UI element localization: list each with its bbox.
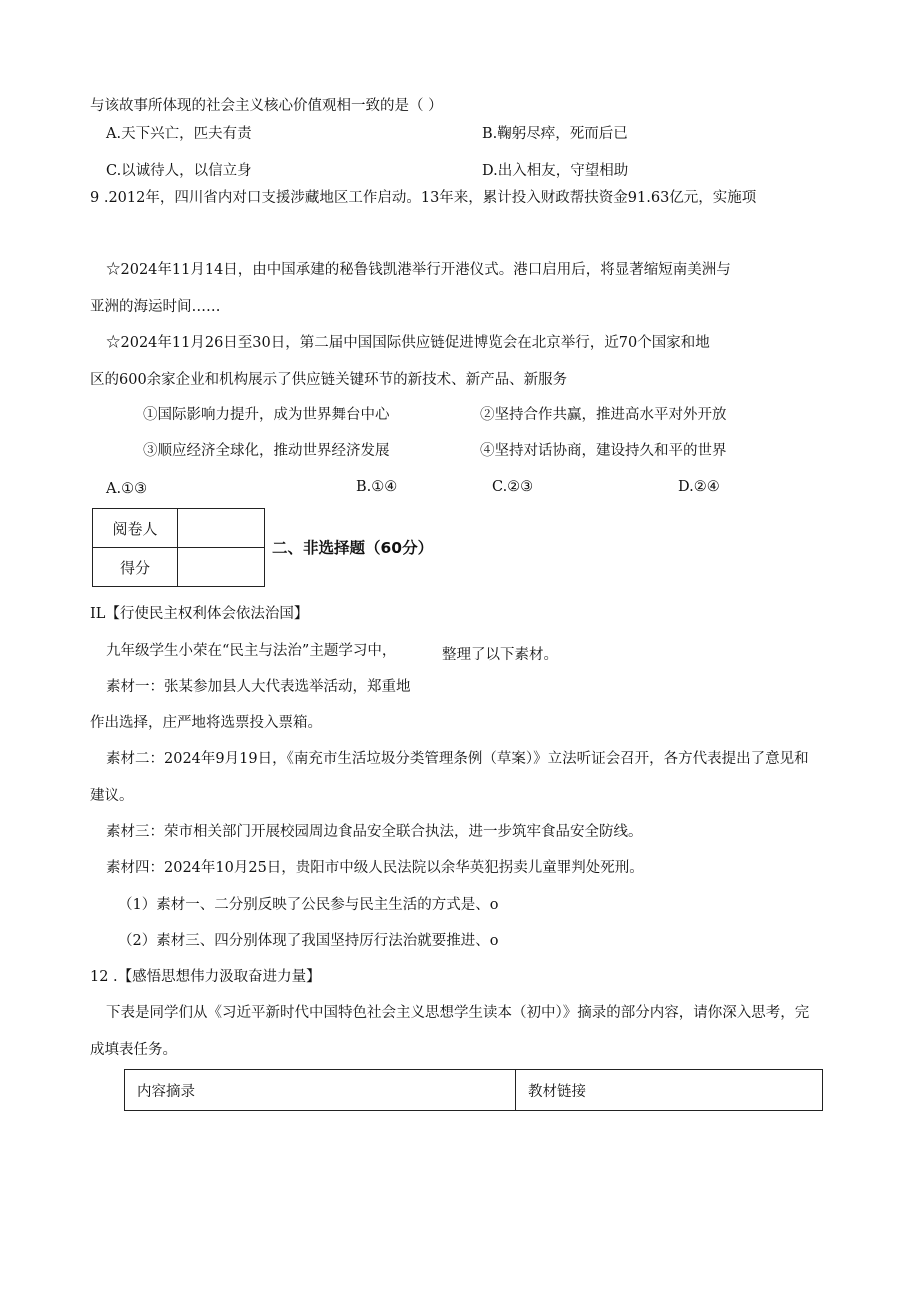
reviewer-cell [178, 509, 265, 548]
q11-material4: 素材四：2024年10月25日，贵阳市中级人民法院以余华英犯拐卖儿童罪判处死刑。 [106, 860, 644, 876]
q11-material3: 素材三：荣市相关部门开展校园周边食品安全联合执法，进一步筑牢食品安全防线。 [106, 824, 643, 840]
section2-title: 二、非选择题（60分） [272, 539, 434, 557]
q8-option-a: A.天下兴亡，匹夫有责 [106, 126, 252, 142]
q10-statement-2: ②坚持合作共赢，推进高水平对外开放 [480, 407, 727, 423]
q10-item2-line2: 区的600余家企业和机构展示了供应链关键环节的新技术、新产品、新服务 [90, 372, 568, 388]
q12-intro-line2: 成填表任务。 [90, 1042, 177, 1058]
q11-material1-line2: 作出选择，庄严地将选票投入票箱。 [90, 715, 322, 731]
q10-statement-3: ③顺应经济全球化，推动世界经济发展 [143, 443, 390, 459]
score-cell [178, 548, 265, 587]
q8-option-c: C.以诚待人，以信立身 [106, 163, 252, 179]
q11-subquestion-2: （2）素材三、四分别体现了我国坚持厉行法治就要推进、o [118, 933, 499, 949]
q8-stem: 与该故事所体现的社会主义核心价值观相一致的是（ ） [90, 98, 443, 114]
q10-item1-line2: 亚洲的海运时间…… [90, 299, 221, 315]
score-label: 得分 [93, 548, 178, 587]
q10-option-b: B.①④ [356, 479, 398, 495]
q8-option-b: B.鞠躬尽瘁，死而后已 [482, 126, 628, 142]
q11-material2-line2: 建议。 [90, 788, 134, 804]
q10-item2-line1: ☆2024年11月26日至30日，第二届中国国际供应链促进博览会在北京举行，近70个国家和地 [106, 335, 710, 351]
excerpt-table [124, 1069, 823, 1111]
q10-statement-4: ④坚持对话协商，建设持久和平的世界 [480, 443, 727, 459]
q11-material2-line1: 素材二：2024年9月19日，《南充市生活垃圾分类管理条例（草案）》立法听证会召开，各方代表提出了意见和 [106, 751, 809, 767]
q12-intro-line1: 下表是同学们从《习近平新时代中国特色社会主义思想学生读本（初中）》摘录的部分内容，请你深入思考，完 [106, 1005, 810, 1021]
excerpt-table-header-link: 教材链接 [516, 1070, 823, 1111]
score-box [92, 508, 265, 587]
q10-item1-line1: ☆2024年11月14日，由中国承建的秘鲁钱凯港举行开港仪式。港口启用后，将显著缩短南美洲与 [106, 262, 731, 278]
q9-line: 9 .2012年，四川省内对口支援涉藏地区工作启动。13年来，累计投入财政帮扶资金91.63亿元，实施项 [90, 190, 757, 206]
q10-option-d: D.②④ [678, 479, 720, 495]
excerpt-table-header-content: 内容摘录 [125, 1070, 516, 1111]
q10-option-c: C.②③ [492, 479, 534, 495]
reviewer-label: 阅卷人 [93, 509, 178, 548]
q10-statement-1: ①国际影响力提升，成为世界舞台中心 [143, 407, 390, 423]
q11-subquestion-1: （1）素材一、二分别反映了公民参与民主生活的方式是、o [118, 897, 499, 913]
q11-intro-a: 九年级学生小荣在“民主与法治”主题学习中， [106, 643, 397, 659]
q12-heading: 12 .【感悟思想伟力汲取奋进力量】 [90, 969, 321, 985]
q11-intro-b: 整理了以下素材。 [442, 647, 558, 663]
q11-material1-line1: 素材一：张某参加县人大代表选举活动，郑重地 [106, 679, 411, 695]
q10-option-a: A.①③ [106, 481, 148, 497]
q8-option-d: D.出入相友，守望相助 [482, 163, 629, 179]
q11-heading: IL【行使民主权利体会依法治国】 [90, 606, 309, 622]
